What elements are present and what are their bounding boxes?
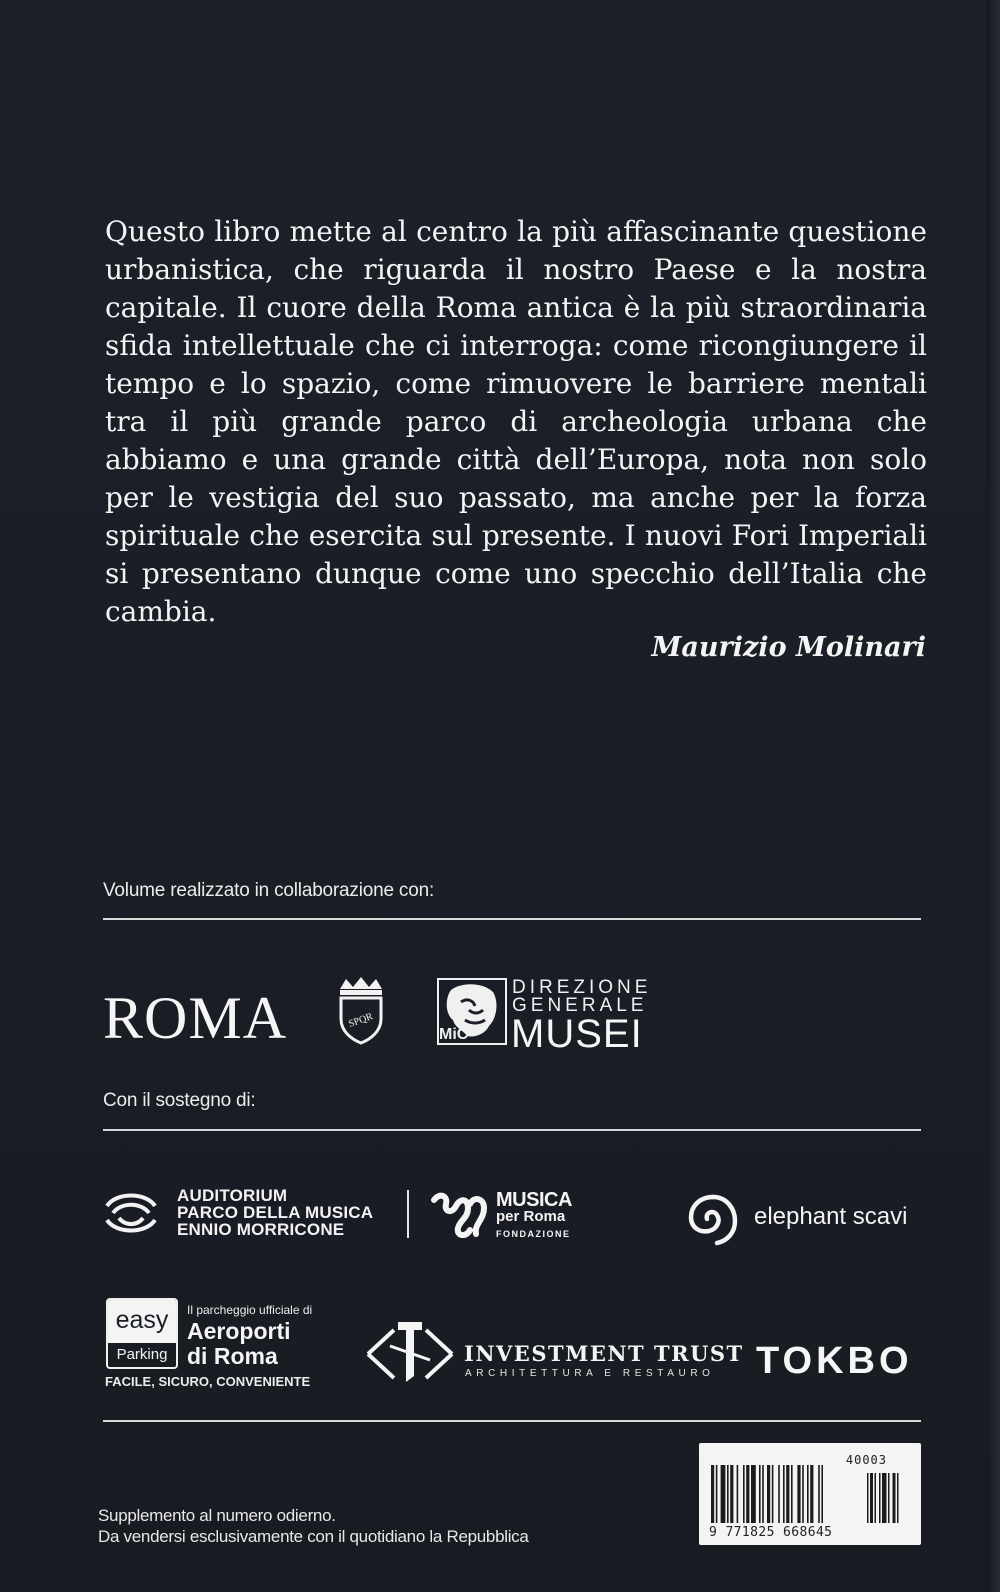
barcode-bars: [711, 1457, 911, 1525]
musica-per-roma-line-3: FONDAZIONE: [496, 1229, 571, 1239]
shield-spqr-text: SPQR: [347, 1011, 375, 1030]
investment-trust-name: INVESTMENT TRUST: [464, 1341, 744, 1366]
support-divider: [103, 1129, 921, 1131]
barcode-digits: 9 771825 668645: [709, 1525, 833, 1540]
investment-trust-subtitle: ARCHITETTURA E RESTAURO: [465, 1368, 715, 1379]
cover-edge: [986, 0, 1000, 1592]
auditorium-line-1: AUDITORIUM: [177, 1186, 288, 1205]
blurb-text: Questo libro mette al centro la più affascinante questione urbanistica, che riguarda il nostro Paese e la nostra capitale. Il cuore della Roma antica è la più straordinaria sfida intellettuale che ci interroga: come ricongiungere il tempo e lo spazio, come rimuovere le barriere mentali tra il più grande parco di archeologia urbana che abbiamo e una grande città dell’Europa, nota non solo per le vestigia del suo passato, ma anche per la forza spirituale che esercita sul presente. I nuovi Fori Imperiali si presentano dunque come uno specchio dell’Italia che cambia.: [105, 215, 927, 628]
auditorium-line-2: PARCO DELLA MUSICA: [177, 1203, 374, 1222]
auditorium-line-3: ENNIO MORRICONE: [177, 1220, 345, 1239]
easy-parking-logo: [106, 1298, 178, 1369]
elephant-scavi-name: elephant scavi: [754, 1203, 908, 1230]
footer-line-2: Da vendersi esclusivamente con il quotidiano la Repubblica: [98, 1527, 529, 1546]
musica-per-roma-line-2: per Roma: [496, 1208, 566, 1225]
barcode-addon: 40003: [845, 1453, 887, 1467]
roma-wordmark: ROMA: [103, 985, 288, 1051]
barcode: [699, 1443, 921, 1545]
collaboration-divider: [103, 918, 921, 920]
mic-badge: MiC: [439, 1026, 469, 1043]
mic-line-direzione: DIREZIONE: [512, 977, 652, 998]
tokbo-logo: TOKBO: [756, 1340, 913, 1382]
mic-line-musei: MUSEI: [511, 1012, 643, 1056]
auditorium-logo-text: [177, 1187, 373, 1238]
footer-line-1: Supplemento al numero odierno.: [98, 1506, 336, 1525]
mic-line-generale: GENERALE: [512, 995, 648, 1016]
aeroporti-line-2: di Roma: [187, 1343, 278, 1369]
bottom-divider: [103, 1420, 921, 1422]
logo-separator: [407, 1190, 409, 1238]
easy-parking-bottom: Parking: [116, 1346, 168, 1363]
investment-trust-icon: [364, 1316, 456, 1388]
musica-per-roma-line-1: MUSICA: [496, 1189, 572, 1211]
elephant-swirl-icon: [685, 1191, 741, 1247]
sound-waves-icon: [104, 1188, 158, 1238]
support-label: Con il sostegno di:: [103, 1090, 256, 1111]
aeroporti-small-text: Il parcheggio ufficiale di: [187, 1303, 313, 1317]
easy-parking-top: easy: [108, 1300, 176, 1343]
easy-parking-tagline: FACILE, SICURO, CONVENIENTE: [105, 1374, 311, 1389]
crowned-shield-icon: [336, 975, 386, 1045]
blurb-author: Maurizio Molinari: [651, 632, 926, 663]
aeroporti-line-1: Aeroporti: [187, 1318, 291, 1344]
collaboration-label: Volume realizzato in collaborazione con:: [103, 880, 435, 901]
musica-per-roma-icon: [430, 1190, 490, 1238]
